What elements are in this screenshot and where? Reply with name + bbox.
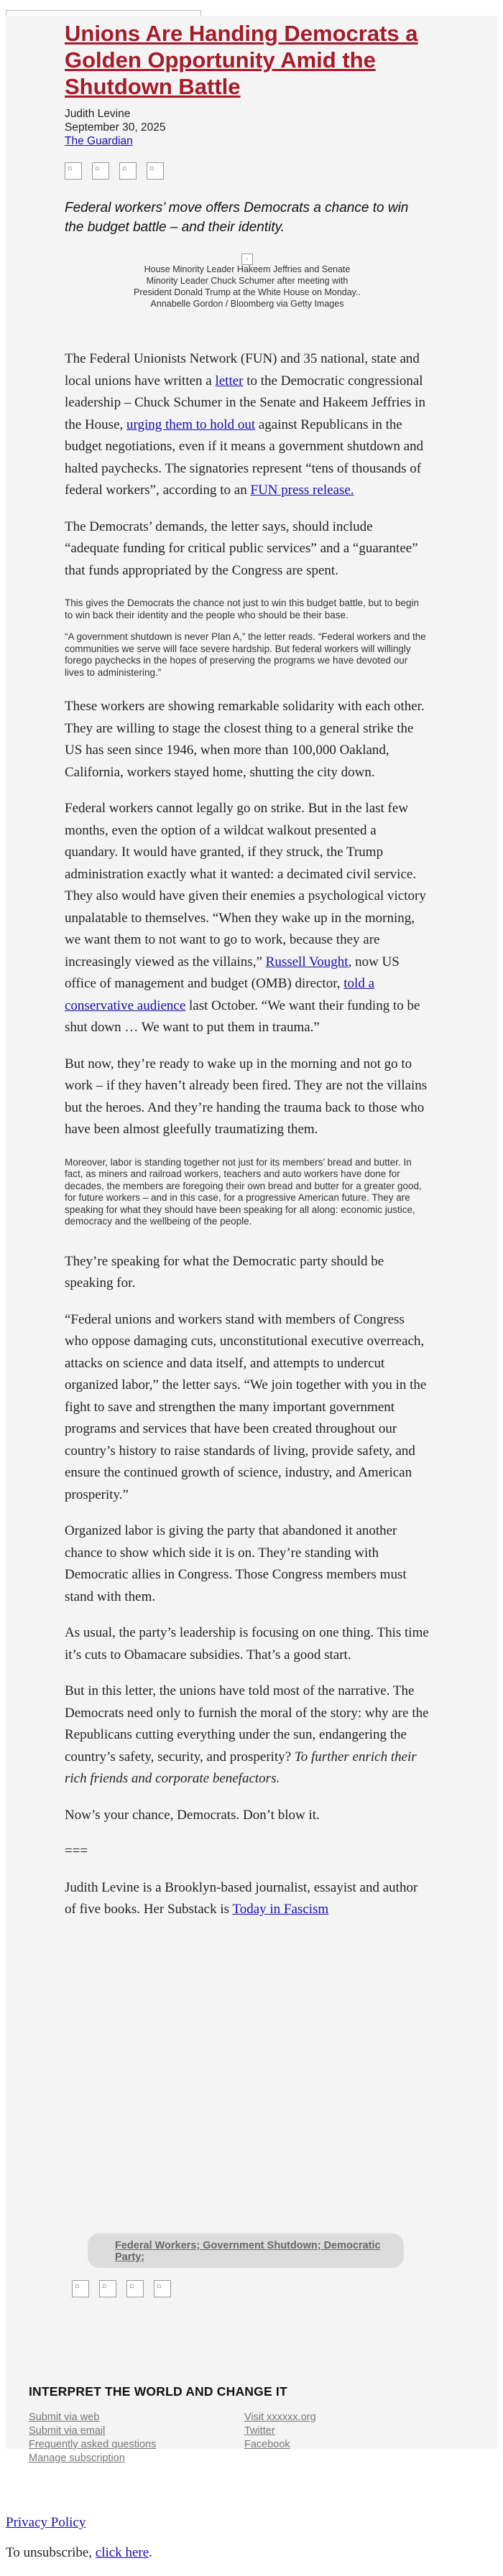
newsletter-footer bbox=[29, 2384, 460, 2465]
footer-links-left bbox=[29, 2411, 244, 2465]
article-dek: Federal workers’ move offers Democrats a chance to win the budget battle – and their identity. bbox=[65, 200, 409, 235]
article-title[interactable]: Unions Are Handing Democrats a Golden Opportunity Amid the Shutdown Battle bbox=[65, 21, 418, 99]
twitter-link[interactable]: Twitter bbox=[244, 2425, 275, 2437]
image-caption: House Minority Leader Hakeem Jeffries and Senate Minority Leader Chuck Schumer after meeting with President Donald Trump at the White House on Monday.. Annabelle Gordon / Bloomberg via Getty Images bbox=[134, 264, 361, 309]
paragraph-1: The Federal Unionists Network (FUN) and 35 national, state and local unions have written a letter to the Democratic congressional leadership – Chuck Schumer in the Senate and Hakeem Jeffries in the House, urging them to hold out against Republicans in the budget negotiations, even if it means a government shutdown and halted paychecks. The signatories represent “tens of thousands of federal workers”, according to an FUN press release. bbox=[65, 351, 425, 498]
article bbox=[65, 20, 430, 1921]
paragraph-8: Organized labor is giving the party that abandoned it another chance to show which side it is on. They’re standing with Democratic allies in Congress. Those Congress members must stand with them. bbox=[65, 1523, 407, 1604]
email-icon[interactable]: ▫ bbox=[126, 2280, 144, 2297]
facebook-link[interactable]: Facebook bbox=[244, 2439, 290, 2450]
submit-web-link[interactable]: Submit via web bbox=[29, 2412, 100, 2423]
faq-link[interactable]: Frequently asked questions bbox=[29, 2439, 157, 2450]
author-bio: Judith Levine is a Brooklyn-based journalist, essayist and author of five books. Her Substack is Today in Fascism bbox=[65, 1879, 418, 1917]
share-icon[interactable]: ▫ bbox=[154, 2280, 171, 2297]
unsubscribe-link[interactable]: click here bbox=[95, 2545, 149, 2560]
pull-quote-3: Moreover, labor is standing together not just for its members’ bread and butter. In fact, as miners and railroad workers, teachers and auto workers have done for decades, the members are foregoing their own bread and butter for a greater good, for future workers – and in this case, for a progressive American future. They are speaking for what they should have been speaking for all along: economic justice, democracy and the wellbeing of the people. bbox=[65, 1156, 422, 1227]
article-meta bbox=[65, 107, 430, 148]
paragraph-3: These workers are showing remarkable solidarity with each other. They are willing to stage the closest thing to a general strike the US has seen since 1946, when more than 100,000 Oakland, California, workers stayed home, shutting the city down. bbox=[65, 699, 425, 780]
article-figure bbox=[65, 251, 430, 310]
paragraph-5: But now, they’re ready to wake up in the morning and not go to work – if they haven’t already been fired. They are not the villains but the heroes. And they’re handing the trauma back to those who have been almost gleefully traumatizing them. bbox=[65, 1056, 428, 1137]
letter-link[interactable]: letter bbox=[215, 373, 244, 389]
submit-email-link[interactable]: Submit via email bbox=[29, 2425, 106, 2437]
pull-quote-1: This gives the Democrats the chance not just to win this budget battle, but to begin to win back their identity and the people who should be their base. bbox=[65, 597, 420, 620]
paragraph-6: They’re speaking for what the Democratic party should be speaking for. bbox=[65, 1253, 384, 1291]
russell-vought-link[interactable]: Russell Vought bbox=[265, 954, 349, 970]
unsubscribe-line: To unsubscribe, click here. bbox=[6, 2545, 152, 2560]
social-share-row-bottom bbox=[72, 2280, 178, 2301]
paragraph-10: But in this letter, the unions have told most of the narrative. The Democrats need only to furnish the moral of the story: why are the Republicans cutting everything under the sun, endangering the country’s safety, security, and prosperity? To further enrich their rich friends and corporate benefactors. bbox=[65, 1683, 429, 1786]
separator: === bbox=[65, 1843, 88, 1859]
paragraph-11: Now’s your chance, Democrats. Don’t blow it. bbox=[65, 1807, 320, 1823]
footer-links-right bbox=[244, 2411, 460, 2465]
email-icon[interactable]: ▫ bbox=[119, 162, 137, 180]
tags-pill bbox=[88, 2233, 404, 2268]
tags-links[interactable]: Federal Workers; Government Shutdown; Democratic Party; bbox=[115, 2240, 381, 2263]
substack-link[interactable]: Today in Fascism bbox=[232, 1902, 329, 1917]
manage-subscription-link[interactable]: Manage subscription bbox=[29, 2452, 125, 2464]
publish-date: September 30, 2025 bbox=[65, 121, 166, 134]
legal-footer bbox=[6, 2514, 152, 2562]
visit-site-link[interactable]: Visit xxxxxx.org bbox=[244, 2412, 316, 2423]
facebook-icon[interactable]: ▫ bbox=[72, 2280, 89, 2297]
social-share-row-top bbox=[65, 162, 430, 184]
press-release-link[interactable]: FUN press release. bbox=[250, 483, 354, 498]
facebook-icon[interactable]: ▫ bbox=[65, 162, 82, 180]
privacy-policy-link[interactable]: Privacy Policy bbox=[6, 2515, 86, 2530]
share-icon[interactable]: ▫ bbox=[147, 162, 164, 180]
author: Judith Levine bbox=[65, 108, 131, 120]
footer-heading: INTERPRET THE WORLD AND CHANGE IT bbox=[29, 2384, 287, 2399]
twitter-icon[interactable]: ▫ bbox=[99, 2280, 116, 2297]
paragraph-2: The Democrats’ demands, the letter says, should include “adequate funding for critical public services” and a “guarantee” that funds appropriated by the Congress are spent. bbox=[65, 519, 418, 578]
paragraph-9: As usual, the party’s leadership is focusing on one thing. This time it’s cuts to Obamacare subsidies. That’s a good start. bbox=[65, 1625, 429, 1663]
publication-link[interactable]: The Guardian bbox=[65, 135, 133, 147]
conservative-audience-link[interactable]: told a conservative audience bbox=[65, 976, 375, 1013]
twitter-icon[interactable]: ▫ bbox=[92, 162, 109, 180]
paragraph-7: “Federal unions and workers stand with members of Congress who oppose damaging cuts, unconstitutional executive overreach, attacks on science and data itself, and attempts to undercut organized labor,” the letter says. “We join together with you in the fight to save and strengthen the many important government programs and services that have been created throughout our country’s history to raise standards of living, provide safety, and ensure the continued growth of science, industry, and American prosperity.” bbox=[65, 1311, 427, 1502]
paragraph-4: Federal workers cannot legally go on strike. But in the last few months, even the option of a wildcat walkout presented a quandary. It would have granted, if they struck, the Trump administration exactly what it wanted: a decimated civil service. They also would have given their enemies a psychological victory unpalatable to themselves. “When they wake up in the morning, we want them to not want to go to work, because they are increasingly viewed as the villains,” Russell Vought, now US office of management and budget (OMB) director, told a conservative audience last October. “We want their funding to be shut down … We want to put them in trauma.” bbox=[65, 801, 426, 1035]
pull-quote-2: “A government shutdown is never Plan A,” the letter reads. “Federal workers and the communities we serve will face severe hardship. But federal workers will willingly forego paychecks in the hopes of preserving the programs we have devoted our lives to administering.” bbox=[65, 631, 426, 678]
urging-link[interactable]: urging them to hold out bbox=[126, 417, 256, 432]
broken-image-icon: ▫ bbox=[241, 254, 253, 265]
